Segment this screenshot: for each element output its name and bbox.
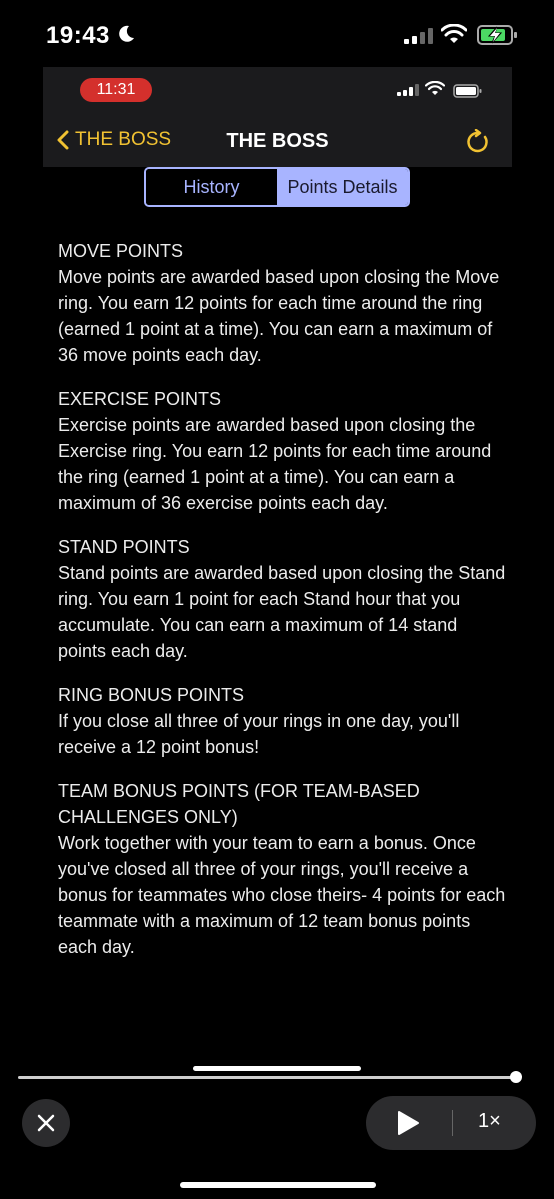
wifi-icon [441, 24, 467, 44]
inner-wifi-icon [425, 81, 445, 96]
tab-points-details[interactable]: Points Details [277, 169, 408, 205]
divider [452, 1110, 453, 1136]
section-title: STAND POINTS [58, 537, 190, 557]
refresh-icon[interactable] [466, 129, 490, 155]
recording-header [43, 67, 512, 167]
section-title: EXERCISE POINTS [58, 389, 222, 409]
back-label: THE BOSS [75, 129, 172, 150]
scrubber-track[interactable] [18, 1076, 518, 1079]
section-title: RING BONUS POINTS [58, 685, 245, 705]
close-button[interactable] [22, 1099, 70, 1147]
status-bar [0, 0, 554, 70]
section-title: MOVE POINTS [58, 241, 184, 261]
play-icon[interactable] [396, 1110, 420, 1136]
moon-icon [116, 24, 136, 44]
section-body: Move points are awarded based upon closing the Move ring. You earn 12 points for each time around the ring (earned 1 point at a time). You can earn a maximum of 36 move points each day. [58, 267, 500, 365]
signal-icon [404, 28, 434, 44]
playback-controls [366, 1096, 536, 1150]
section-body: Exercise points are awarded based upon closing the Exercise ring. You earn 12 points for each time around the ring (earned 1 point at a time). You can earn a maximum of 36 exercise points each day. [58, 415, 492, 513]
section-ring-bonus-points [58, 682, 508, 760]
playback-speed-button[interactable]: 1× [478, 1110, 501, 1132]
battery-charging-icon [477, 25, 519, 45]
recording-time-pill: 11:31 [80, 78, 152, 102]
status-time: 19:43 [46, 22, 110, 49]
page-title: THE BOSS [226, 130, 329, 152]
inner-signal-icon [397, 84, 419, 96]
section-body: Work together with your team to earn a bonus. Once you've closed all three of your rings, you'll receive a bonus for teammates who close theirs- 4 points for each teammate with a maximum of 12 team bonus points each day. [58, 833, 506, 957]
tab-switcher [144, 167, 410, 207]
close-icon [37, 1114, 55, 1132]
section-exercise-points [58, 386, 508, 516]
section-body: Stand points are awarded based upon closing the Stand ring. You earn 1 point for each Stand hour that you accumulate. You can earn a maximum of 14 stand points each day. [58, 563, 506, 661]
section-move-points [58, 238, 508, 368]
home-indicator [180, 1182, 376, 1188]
inner-battery-icon [453, 84, 483, 98]
section-body: If you close all three of your rings in one day, you'll receive a 12 point bonus! [58, 711, 460, 757]
section-team-bonus-points [58, 778, 508, 960]
scrubber-handle[interactable] [510, 1071, 522, 1083]
recording-home-indicator [193, 1066, 361, 1071]
tab-history[interactable]: History [146, 169, 277, 205]
section-title: TEAM BONUS POINTS (FOR TEAM-BASED CHALLENGES ONLY) [58, 781, 420, 827]
section-stand-points [58, 534, 508, 664]
points-details-content [58, 238, 508, 978]
